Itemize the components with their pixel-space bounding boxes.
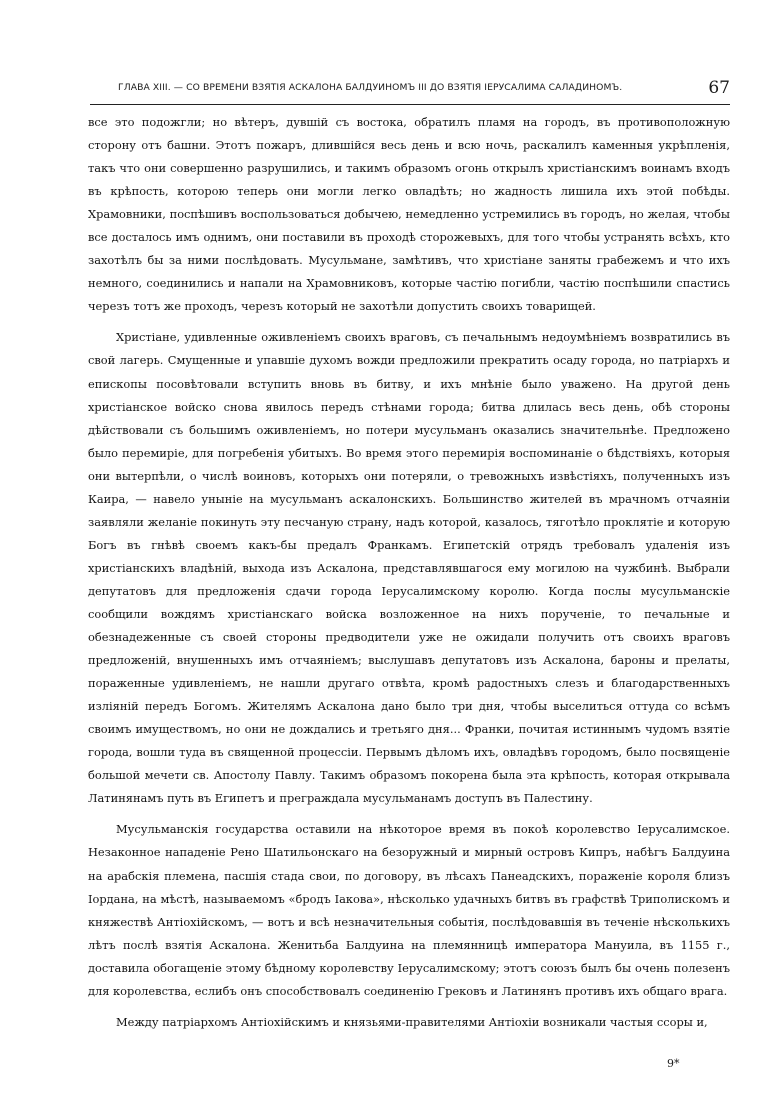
signature-mark: 9* — [667, 1057, 680, 1070]
running-title: ГЛАВА XIII. — СО ВРЕМЕНИ ВЗЯТІЯ АСКАЛОНА БАЛДУИНОМЪ III ДО ВЗЯТІЯ ІЕРУСАЛИМА САЛАДИНОМЪ. — [118, 82, 623, 93]
paragraph-4: Между патріархомъ Антіохійскимъ и князьями-правителями Антіохіи возникали частыя ссоры и, — [116, 1014, 708, 1029]
paragraph-1: все это подожгли; но вѣтеръ, дувшій съ востока, обратилъ пламя на городъ, въ противоположную сторону отъ башни. Этотъ пожаръ, длившійся весь день и всю ночь, раскалилъ каменныя укрѣпленія, такъ что они совершенно разрушились, и такимъ образомъ огонь открылъ христіанскимъ воинамъ входъ въ крѣпость, которою теперь они могли легко овладѣть; но жадность лишила ихъ этой побѣды. Храмовники, поспѣшивъ воспользоваться добычею, немедленно устремились въ городъ, но желая, чтобы все досталось имъ однимъ, они поставили въ проходѣ сторожевыхъ, для того чтобы устранять всѣхъ, кто захотѣлъ бы за ними послѣдовать. Мусульмане, замѣтивъ, что христіане заняты грабежемъ и что ихъ немного, соединились и напали на Храмовниковъ, которые частію погибли, частію поспѣшили спастись черезъ тотъ же проходъ, черезъ который не захотѣли допустить своихъ товарищей. — [88, 115, 730, 314]
page-number: 67 — [708, 78, 730, 98]
header-rule — [90, 104, 730, 105]
page-header — [90, 78, 730, 104]
paragraph-2: Христіане, удивленные оживленіемъ своихъ враговъ, съ печальнымъ недоумѣніемъ возвратились въ свой лагерь. Смущенные и упавшіе духомъ вожди предложили прекратить осаду города, но патріархъ и епископы посовѣтовали вступить вновь въ битву, и ихъ мнѣніе было уважено. На другой день христіанское войско снова явилось передъ стѣнами города; битва длилась весь день, обѣ стороны дѣйствовали съ большимъ оживленіемъ, но потери мусульманъ оказались значительнѣе. Предложено было перемиріе, для погребенія убитыхъ. Во время этого перемирія воспоминаніе о бѣдствіяхъ, которыя они вытерпѣли, о числѣ воиновъ, которыхъ они потеряли, о тревожныхъ извѣстіяхъ, полученныхъ изъ Каира, — навело уныніе на мусульманъ аскалонскихъ. Большинство жителей въ мрачномъ отчаяніи заявляли желаніе покинуть эту песчаную страну, надъ которой, казалось, тяготѣло проклятіе и которую Богъ въ гнѣвѣ своемъ какъ-бы предалъ Франкамъ. Египетскій отрядъ требовалъ удаленія изъ христіанскихъ владѣній, выхода изъ Аскалона, представлявшагося ему могилою на чужбинѣ. Выбрали депутатовъ для предложенія сдачи города Іерусалимскому королю. Когда послы мусульманскіе сообщили вождямъ христіанскаго войска возложенное на нихъ порученіе, то печальные и обезнадеженные съ своей стороны предводители уже не ожидали получить отъ своихъ враговъ предложеній, внушенныхъ имъ отчаяніемъ; выслушавъ депутатовъ изъ Аскалона, бароны и прелаты, пораженные удивленіемъ, не нашли другаго отвѣта, кромѣ радостныхъ слезъ и благодарственныхъ изліяній передъ Богомъ. Жителямъ Аскалона дано было три дня, чтобы выселиться оттуда со всѣмъ своимъ имуществомъ, но они не дождались и третьяго дня... Франки, почитая истиннымъ чудомъ взятіе города, вошли туда въ священной процессіи. Первымъ дѣломъ ихъ, овладѣвъ городомъ, было посвященіе большой мечети св. Апостолу Павлу. Такимъ образомъ покорена была эта крѣпость, которая открывала Латинянамъ путь въ Египетъ и преграждала мусульманамъ доступъ въ Палестину. — [88, 330, 730, 806]
body-text — [88, 111, 730, 1034]
paragraph-3: Мусульманскія государства оставили на нѣкоторое время въ покоѣ королевство Іерусалимское. Незаконное нападеніе Рено Шатильонскаго на безоружный и мирный островъ Кипръ, набѣгъ Балдуина на арабскія племена, пасшія стада свои, по договору, въ лѣсахъ Панеадскихъ, пораженіе короля близъ Іордана, на мѣстѣ, называемомъ «бродъ Іакова», нѣсколько удачныхъ битвъ въ графствѣ Триполискомъ и княжествѣ Антіохійскомъ, — вотъ и всѣ незначительныя событія, послѣдовавшія въ теченіе нѣсколькихъ лѣтъ послѣ взятія Аскалона. Женитьба Балдуина на племянницѣ императора Мануила, въ 1155 г., доставила обогащеніе этому бѣдному королевству Іерусалимскому; этотъ союзъ былъ бы очень полезенъ для королевства, еслибъ онъ способствовалъ соединенію Грековъ и Латинянъ противъ ихъ общаго врага. — [88, 822, 730, 998]
